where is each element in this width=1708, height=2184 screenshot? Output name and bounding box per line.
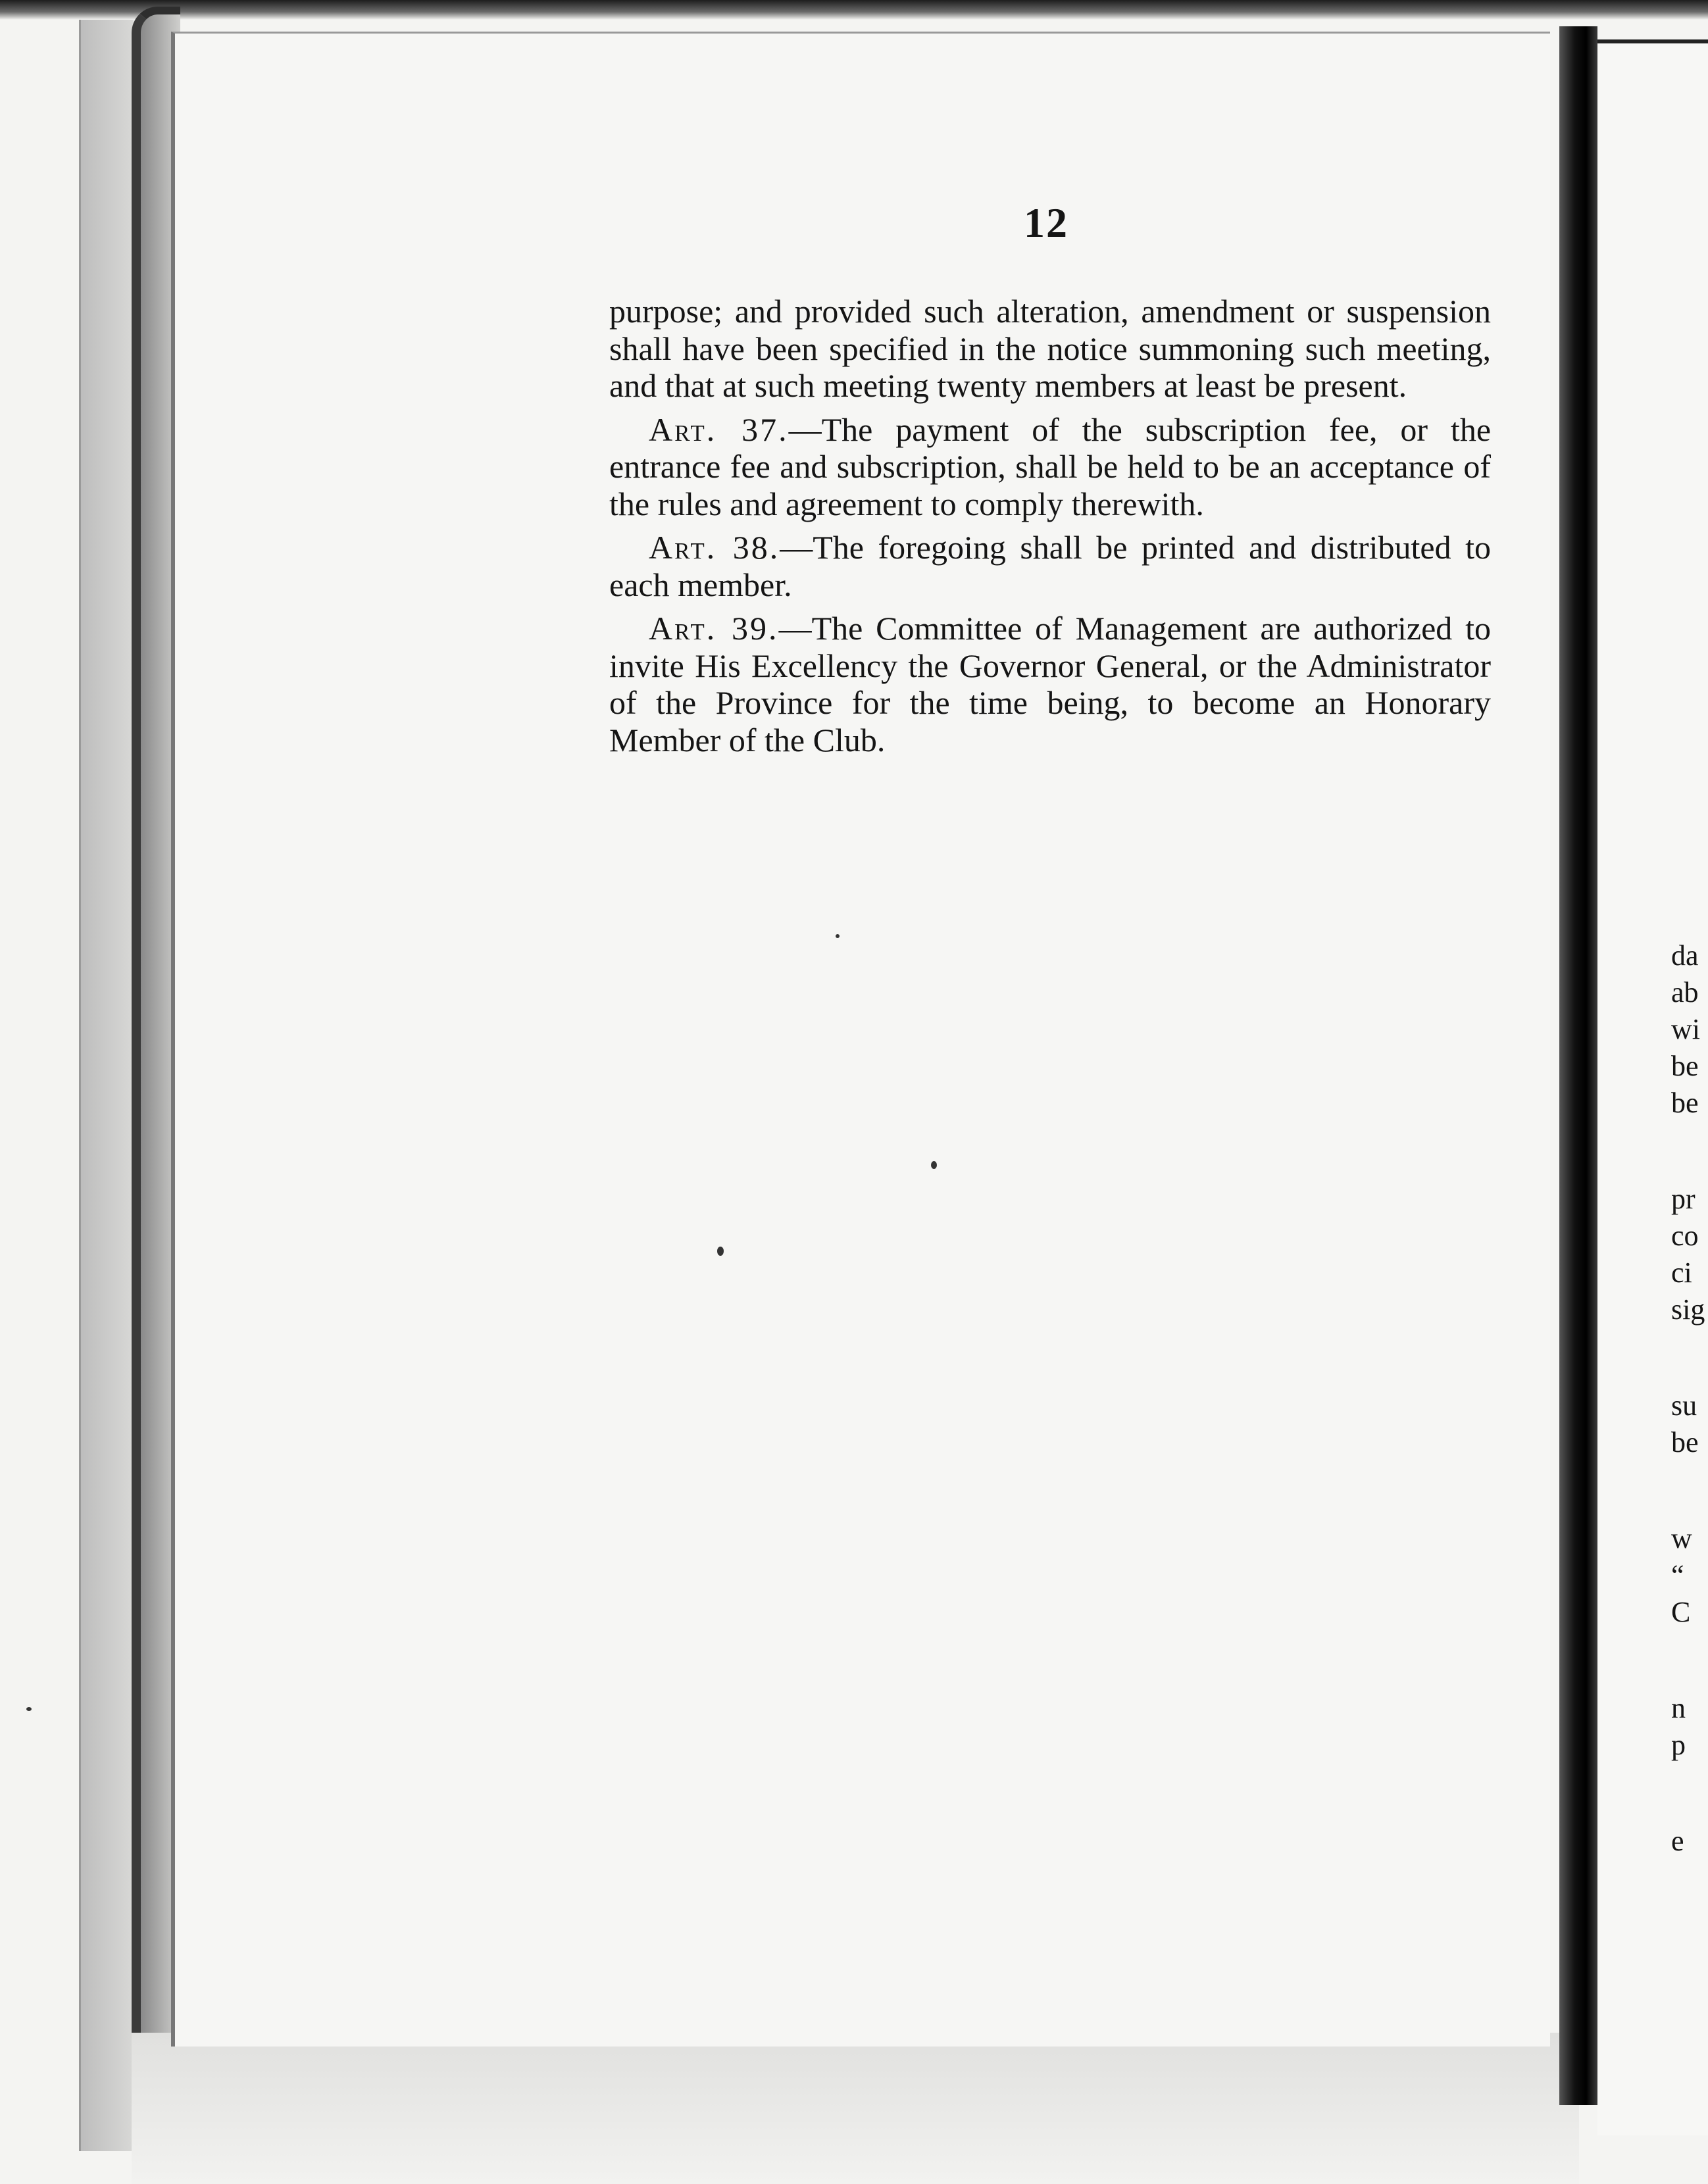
text-fragment: wi	[1671, 1013, 1700, 1045]
text-fragment: ab	[1671, 976, 1699, 1008]
text-fragment: be	[1671, 1426, 1699, 1458]
article-37	[609, 411, 1491, 523]
paragraph-text: purpose; and provided such alteration, amendment or suspension shall have been specified in the notice summoning such meeting, and that at such meeting twenty members at least be present.	[609, 293, 1491, 404]
fragment-group	[1671, 1387, 1708, 1461]
article-label: Art. 39.	[649, 610, 779, 647]
article-text: —The payment of the subscription fee, or the entrance fee and subscription, shall be held to be an acceptance of the rules and agreement to comply therewith.	[609, 410, 1492, 522]
text-fragment: sig	[1671, 1293, 1705, 1326]
fragment-group	[1671, 1690, 1708, 1764]
article-38	[609, 529, 1491, 603]
text-fragment: p	[1671, 1729, 1686, 1761]
book-gutter	[1559, 26, 1597, 2105]
fragment-group	[1671, 1181, 1708, 1328]
ink-speck	[717, 1247, 724, 1256]
ink-speck	[836, 934, 840, 938]
ink-speck	[26, 1707, 32, 1711]
text-fragment: be	[1671, 1087, 1699, 1119]
text-fragment: e	[1671, 1825, 1684, 1857]
paragraph-continuation	[609, 293, 1491, 405]
book-cover-edge	[79, 20, 134, 2151]
article-text: —The Committee of Management are authorized to invite His Excellency the Governor General, or the Administrator of the Province for the time being, to become an Honorary Member of the Club.	[609, 610, 1492, 758]
article-label: Art. 38.	[649, 529, 780, 566]
facing-page-text	[1671, 937, 1708, 1919]
text-fragment: n	[1671, 1692, 1686, 1724]
fragment-group	[1671, 1823, 1708, 1860]
text-fragment: pr	[1671, 1183, 1695, 1215]
text-fragment: da	[1671, 939, 1699, 972]
ink-speck	[931, 1161, 937, 1169]
text-fragment: C	[1671, 1596, 1691, 1628]
article-label: Art. 37.	[649, 410, 789, 448]
text-fragment: co	[1671, 1220, 1699, 1252]
text-fragment: “	[1671, 1559, 1684, 1591]
page-bottom-shadow	[132, 2033, 1579, 2184]
text-fragment: be	[1671, 1050, 1699, 1082]
text-fragment: ci	[1671, 1256, 1692, 1289]
page-number: 12	[1024, 199, 1068, 246]
article-text: —The foregoing shall be printed and distributed to each member.	[609, 529, 1492, 603]
fragment-group	[1671, 1520, 1708, 1631]
text-fragment: w	[1671, 1522, 1692, 1554]
article-39	[609, 610, 1491, 758]
book-top-edge	[0, 0, 1708, 20]
body-text	[609, 293, 1491, 765]
fragment-group	[1671, 937, 1708, 1122]
text-fragment: su	[1671, 1389, 1697, 1422]
